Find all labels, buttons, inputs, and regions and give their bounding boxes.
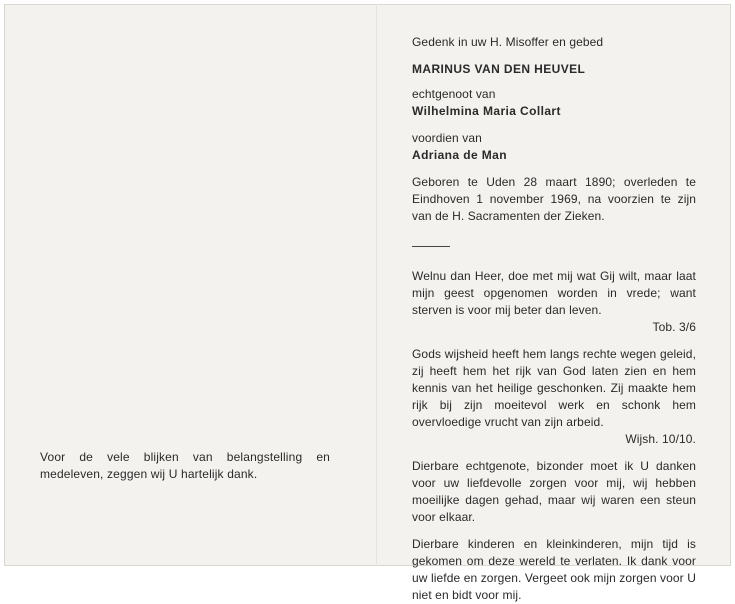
spouse-name: Wilhelmina Maria Collart: [412, 104, 561, 118]
deceased-name: MARINUS VAN DEN HEUVEL: [412, 62, 586, 76]
message-to-children: Dierbare kinderen en kleinkinderen, mijn tijd is gekomen om deze wereld te verlaten. Ik dank voor uw liefde en zorgen. Vergeet ook mijn zorgen voor U niet en bidt voor mij.: [412, 537, 696, 602]
verse-tobit-reference: Tob. 3/6: [652, 320, 696, 334]
section-divider: [412, 246, 450, 247]
biography-text: Geboren te Uden 28 maart 1890; overleden te Eindhoven 1 november 1969, na voorzien te zijn van de H. Sacramenten der Zieken.: [412, 175, 696, 223]
message-to-wife: Dierbare echtgenote, bizonder moet ik U danken voor uw liefdevolle zorgen voor mij, wij hebben moeilijke dagen gehad, maar wij waren een steun voor elkaar.: [412, 459, 696, 524]
first-spouse-label: voordien van: [412, 131, 482, 145]
verse-wisdom-reference: Wijsh. 10/10.: [625, 432, 696, 446]
verse-tobit: Welnu dan Heer, doe met mij wat Gij wilt, maar laat mijn geest opgenomen worden in vrede; want sterven is voor mij beter dan leven.: [412, 269, 696, 317]
card-fold-line: [376, 4, 377, 566]
verse-wisdom: Gods wijsheid heeft hem langs rechte wegen geleid, zij heeft hem het rijk van God laten zien en hem kennis van het heilige geschonken. Zij maakte hem rijk bij zijn moeitevol werk en schonk hem overvloedige vrucht van zijn arbeid.: [412, 347, 696, 429]
intro-line: Gedenk in uw H. Misoffer en gebed: [412, 35, 604, 49]
memorial-text-panel: [412, 34, 696, 604]
thank-you-note: Voor de vele blijken van belangstelling en medeleven, zeggen wij U hartelijk dank.: [40, 450, 330, 481]
first-spouse-name: Adriana de Man: [412, 148, 507, 162]
spouse-label: echtgenoot van: [412, 87, 496, 101]
